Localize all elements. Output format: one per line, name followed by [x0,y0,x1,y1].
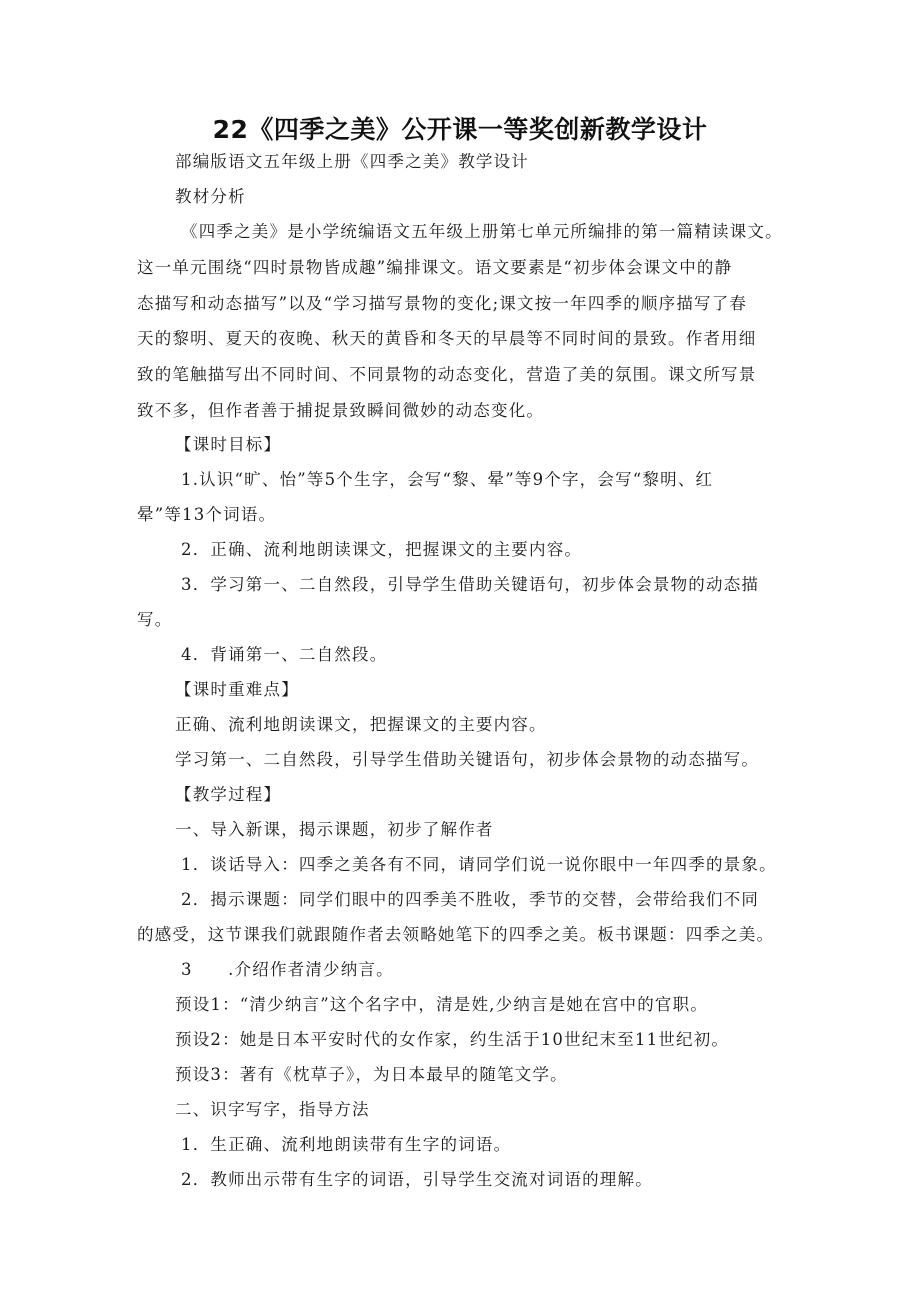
key-point-line: 正确、流利地朗读课文，把握课文的主要内容。 [175,715,547,734]
process-line: 二、识字写字，指导方法 [175,1100,370,1119]
section-heading-key-points: 【课时重难点】 [175,680,299,699]
process-line: 2．教师出示带有生字的词语，引导学生交流对词语的理解。 [181,1170,653,1189]
section-heading-goals: 【课时目标】 [175,435,282,454]
goal-line: 1.认识“旷、怡”等5个生字，会写“黎、晕”等9个字，会写“黎明、红 [181,470,714,489]
process-line: 预设1：“清少纳言”这个名字中，清是姓,少纳言是她在宫中的官职。 [175,995,709,1014]
paragraph-line: 致不多，但作者善于捕捉景致瞬间微妙的动态变化。 [137,401,545,420]
process-line: 2．揭示课题：同学们眼中的四季美不胜收，季节的交替，会带给我们不同 [181,890,760,909]
paragraph-line: 天的黎明、夏天的夜晚、秋天的黄昏和冬天的早晨等不同时间的景致。作者用细 [137,329,757,348]
goal-line: 2．正确、流利地朗读课文，把握课文的主要内容。 [181,540,583,559]
paragraph-line: 态描写和动态描写”以及“学习描写景物的变化;课文按一年四季的顺序描写了春 [137,294,748,313]
process-line: 一、导入新课，揭示课题，初步了解作者 [175,820,494,839]
section-heading-material: 教材分析 [175,187,246,206]
key-point-line: 学习第一、二自然段，引导学生借助关键语句，初步体会景物的动态描写。 [175,750,760,769]
process-line: 1．谈话导入：四季之美各有不同，请同学们说一说你眼中一年四季的景象。 [181,855,777,874]
goal-line: 3．学习第一、二自然段，引导学生借助关键语句，初步体会景物的动态描 [181,575,760,594]
process-line: 预设3：著有《枕草子》，为日本最早的随笔文学。 [175,1065,568,1084]
section-heading-process: 【教学过程】 [175,785,282,804]
process-line: 3 .介绍作者清少纳言。 [181,960,394,979]
document-title: 22《四季之美》公开课一等奖创新教学设计 [212,115,708,144]
paragraph-line: 这一单元围绕“四时景物皆成趣”编排课文。语文要素是“初步体会课文中的静 [137,258,733,277]
process-line: 的感受，这节课我们就跟随作者去领略她笔下的四季之美。板书课题：四季之美。 [137,925,775,944]
process-line: 1．生正确、流利地朗读带有生字的词语。 [181,1135,512,1154]
goal-line: 写。 [137,610,173,629]
paragraph-line: 致的笔触描写出不同时间、不同景物的动态变化，营造了美的氛围。课文所写景 [137,365,757,384]
subtitle: 部编版语文五年级上册《四季之美》教学设计 [175,152,529,171]
goal-line: 晕”等13个词语。 [137,505,277,524]
process-line: 预设2：她是日本平安时代的女作家，约生活于10世纪末至11世纪初。 [175,1030,730,1049]
paragraph-line: 《四季之美》是小学统编语文五年级上册第七单元所编排的第一篇精读课文。 [181,222,783,241]
goal-line: 4．背诵第一、二自然段。 [181,645,388,664]
